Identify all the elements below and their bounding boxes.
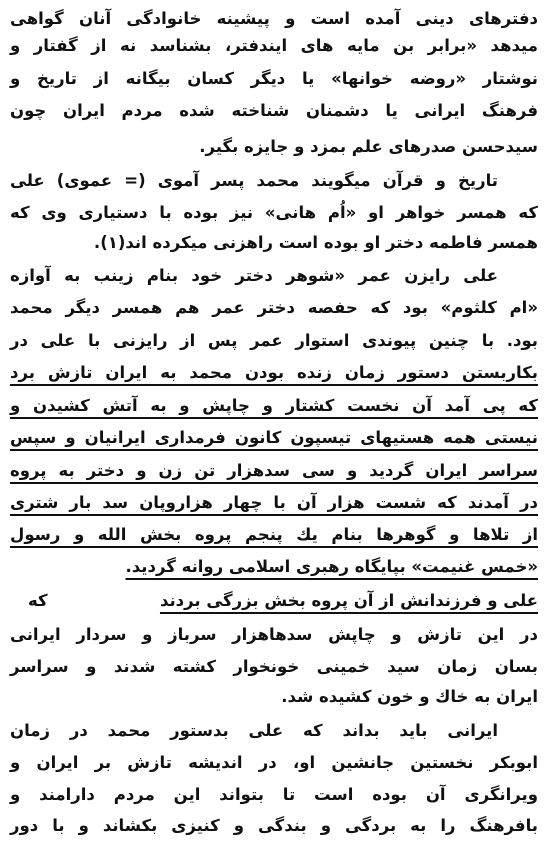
text-line-5: سیدحسن صدرهای علم بمزد و جایزه بگیر. [199, 137, 538, 156]
text-line-9: علی رایزن عمر «شوهر دختر خود بنام زینب به آوازه [10, 266, 498, 285]
text-line-14: نیستی همه هستیهای تیسپون کانون فرمداری ایرانیان و سپس [10, 428, 538, 447]
trailing-word: که [28, 591, 48, 610]
text-line-24: ابوبکر نخستین جانشین او، در اندیشه تازش بر ایران و [10, 753, 538, 772]
text-line-6: تاریخ و قرآن میگویند محمد پسر آموی (= عموی) علی [10, 171, 498, 190]
text-line-7: که همسر خواهر او «اُم هانی» نیز بوده با دستیاری وی که [10, 203, 538, 222]
text-line-1: دفترهای دینی آمده است و پیشینه خانوادگی آنان گواهی [10, 9, 538, 28]
text-line-2: میدهد «برابر بن مایه های ایندفتر، بشناسد نه از گفتار و [10, 36, 538, 55]
text-line-10: «ام کلثوم» بود که حفصه دختر عمر هم همسر دیگر محمد [10, 298, 538, 317]
text-line-21: بسان زمان سید خمینی خونخوار کشته شدند و سراسر [10, 657, 538, 676]
text-line-13: که پی آمد آن نخست کشتار و چاپش و به آتش کشیدن و [10, 396, 538, 415]
text-line-22: ایران به خاك و خون کشیده شد. [281, 687, 538, 706]
text-line-26: بافرهنگ را به بردگی و بندگی و کنیزی بکشاند و با دور [10, 816, 538, 835]
text-line-23: ایرانی باید بداند که علی بدستور محمد در زمان [10, 721, 498, 740]
text-line-8: همسر فاطمه دختر او بوده است راهزنی میکرده اند(۱). [93, 233, 538, 252]
text-line-16: در آمدند که شست هزار آن با چهار هزاروپان سد بار شتری [10, 493, 538, 512]
text-line-4: فرهنگ ایرانی یا دشمنان شناخته شده مردم ایران چون [10, 101, 538, 120]
text-line-12: بکاربستن دستور زمان زنده بودن محمد به ایران تازش برد [10, 363, 538, 382]
underlined-phrase: علی و فرزندانش از آن پروه بخش بزرگی بردند [159, 591, 538, 610]
text-line-11: بود. با چنین پیوندی استوار عمر پس از رایزنی با علی در [10, 331, 538, 350]
document-page [10, 0, 538, 850]
text-line-17: از تلاها و گوهرها بنام یك پنجم پروه بخش الله و رسول [10, 525, 538, 544]
text-line-25: ویرانگری آن بوده است تا بتواند این مردم دارامند و [10, 785, 538, 804]
text-line-19 [10, 586, 538, 616]
text-line-15: سراسر ایران گردید و سی سدهزار تن زن و دختر به پروه [10, 461, 538, 480]
text-line-20: در این تازش و چاپش سدهاهزار سرباز و سردار ایرانی [10, 625, 538, 644]
text-line-18: «خمس غنیمت» بپایگاه رهبری اسلامی روانه گردید. [125, 557, 538, 576]
text-line-3: نوشتار «روضه خوانها» یا دیگر کسان بیگانه از تاریخ و [10, 69, 538, 88]
